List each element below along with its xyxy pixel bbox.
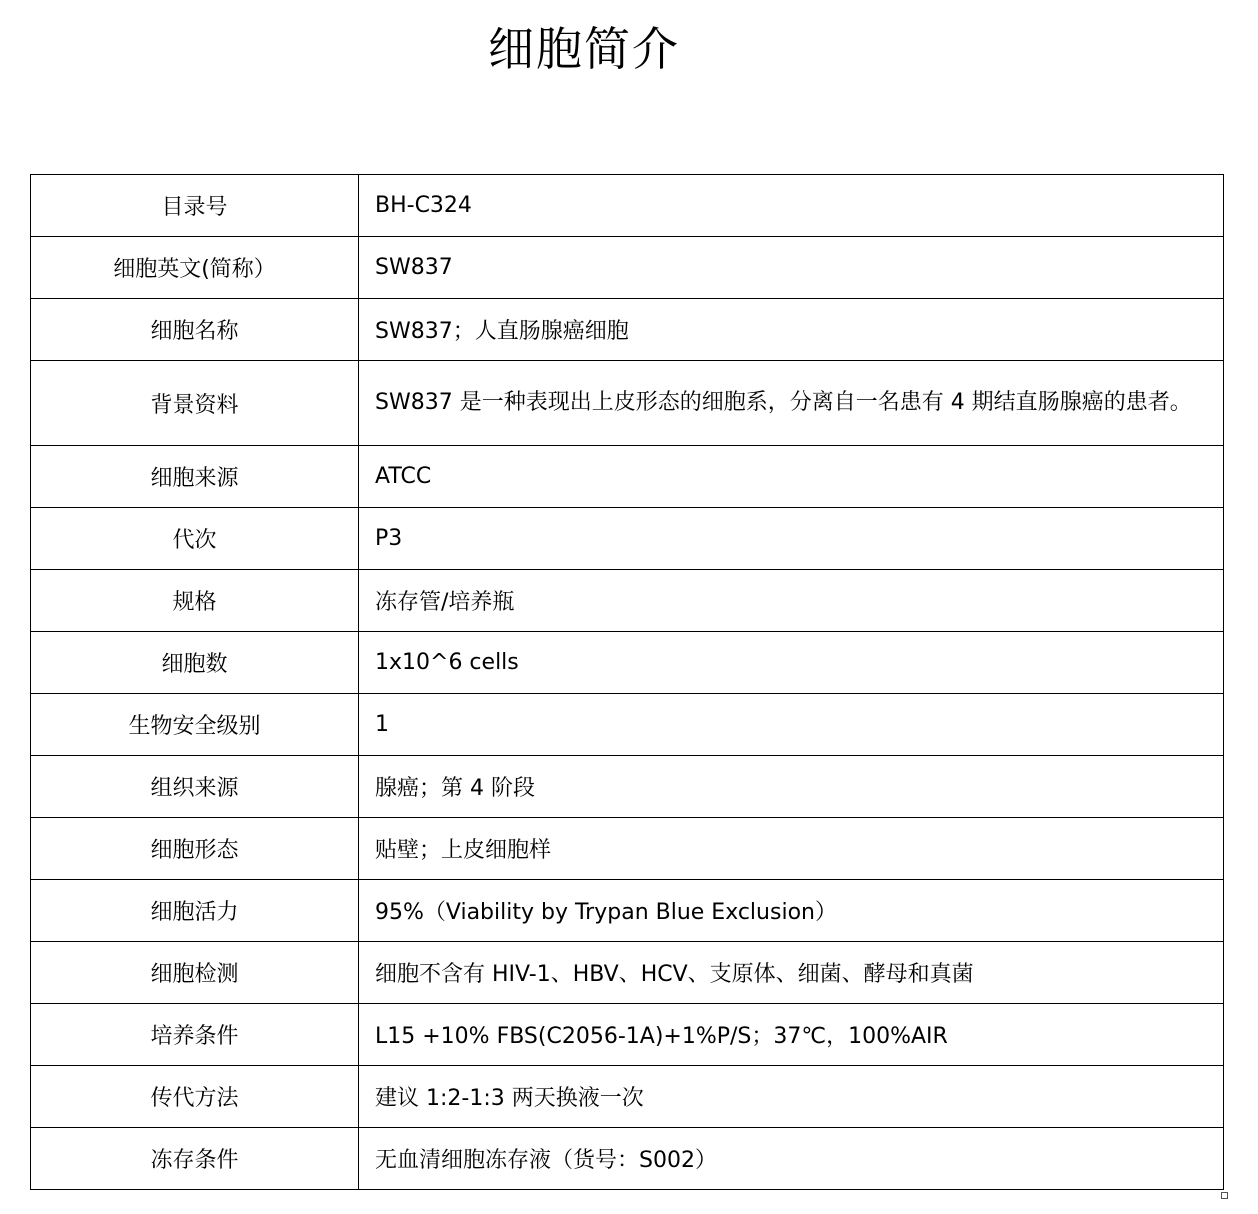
table-row [31, 756, 1224, 818]
row-value: 1 [359, 694, 1224, 756]
row-label: 冻存条件 [31, 1128, 359, 1190]
table-row [31, 175, 1224, 237]
row-value: 95%（Viability by Trypan Blue Exclusion） [359, 880, 1224, 942]
table-row [31, 299, 1224, 361]
row-label: 培养条件 [31, 1004, 359, 1066]
row-label: 细胞名称 [31, 299, 359, 361]
row-value: P3 [359, 508, 1224, 570]
table-row [31, 508, 1224, 570]
table-row [31, 694, 1224, 756]
table-resize-handle[interactable] [1221, 1192, 1228, 1199]
table-row [31, 632, 1224, 694]
row-value: 无血清细胞冻存液（货号：S002） [359, 1128, 1224, 1190]
page-title: 细胞简介 [488, 22, 680, 76]
row-value: 贴壁；上皮细胞样 [359, 818, 1224, 880]
row-value: 细胞不含有 HIV-1、HBV、HCV、支原体、细菌、酵母和真菌 [359, 942, 1224, 1004]
table-row [31, 1066, 1224, 1128]
row-label: 传代方法 [31, 1066, 359, 1128]
row-label: 背景资料 [31, 361, 359, 446]
row-value: 1x10^6 cells [359, 632, 1224, 694]
row-label: 生物安全级别 [31, 694, 359, 756]
row-label: 细胞英文(简称） [31, 237, 359, 299]
table-row [31, 1128, 1224, 1190]
row-label: 细胞检测 [31, 942, 359, 1004]
row-label: 细胞形态 [31, 818, 359, 880]
row-label: 细胞活力 [31, 880, 359, 942]
table-row [31, 880, 1224, 942]
row-label: 细胞来源 [31, 446, 359, 508]
row-value: 冻存管/培养瓶 [359, 570, 1224, 632]
row-value: ATCC [359, 446, 1224, 508]
table-row [31, 446, 1224, 508]
row-value: BH-C324 [359, 175, 1224, 237]
row-label: 细胞数 [31, 632, 359, 694]
row-value: 建议 1:2-1:3 两天换液一次 [359, 1066, 1224, 1128]
cell-info-table [30, 174, 1224, 1190]
row-label: 代次 [31, 508, 359, 570]
row-value: SW837；人直肠腺癌细胞 [359, 299, 1224, 361]
table-row [31, 942, 1224, 1004]
table-row [31, 361, 1224, 446]
table-row [31, 237, 1224, 299]
row-value: SW837 [359, 237, 1224, 299]
table-row [31, 1004, 1224, 1066]
row-value: SW837 是一种表现出上皮形态的细胞系，分离自一名患有 4 期结直肠腺癌的患者。 [359, 361, 1224, 446]
row-value: 腺癌；第 4 阶段 [359, 756, 1224, 818]
row-value: L15 +10% FBS(C2056-1A)+1%P/S；37℃，100%AIR [359, 1004, 1224, 1066]
row-label: 目录号 [31, 175, 359, 237]
table-row [31, 818, 1224, 880]
row-label: 规格 [31, 570, 359, 632]
row-label: 组织来源 [31, 756, 359, 818]
table-row [31, 570, 1224, 632]
